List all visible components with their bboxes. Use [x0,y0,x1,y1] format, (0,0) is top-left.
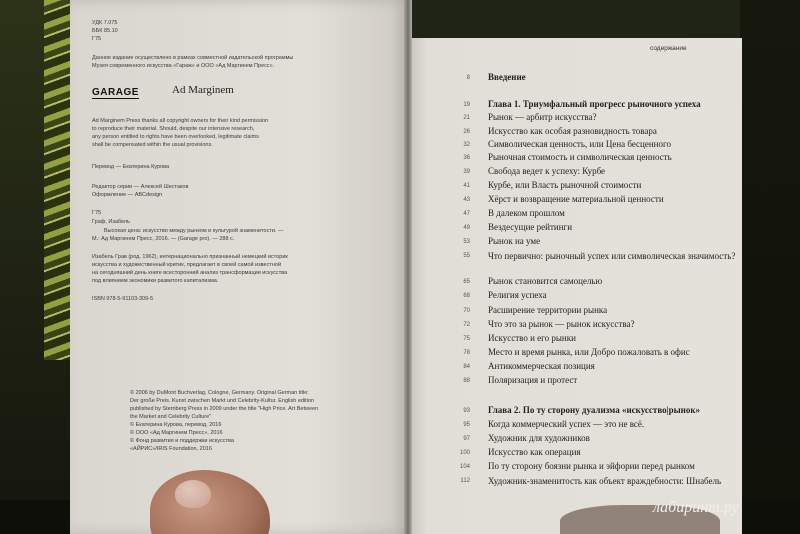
toc-row [440,126,740,140]
toc-row [440,72,740,86]
copyright-line-2: Der große Preis. Kunst zwischen Markt und Celebrity-Kultur. English edition [130,398,315,404]
toc-page-number: 65 [463,279,470,285]
toc-page-number: 47 [463,211,470,217]
project-note-line-1: Данное издание осуществлено в рамках совместной издательской программы [92,55,294,61]
toc-page-number: 75 [463,336,470,342]
toc-row [440,99,740,113]
toc-page-number: 97 [463,436,470,442]
toc-title: Глава 2. По ту сторону дуализма «искусство|рынок» [488,405,701,415]
toc-row [440,333,740,347]
toc-row [440,419,740,433]
toc-row [440,461,740,475]
toc-title: Искусство как операция [488,447,581,457]
toc-title: Вездесущие рейтинги [488,222,573,232]
toc-row [440,375,740,389]
thumb-nail [175,480,211,508]
toc-title: Религия успеха [488,290,547,300]
toc-row [440,475,740,489]
toc-page-number: 8 [466,75,470,81]
book-spine [404,0,412,534]
toc-page-number: 43 [463,197,470,203]
toc-title: Свобода ведет к успеху: Курбе [488,166,606,176]
rights-text-line-1: Ad Marginem Press thanks all copyright owners for their kind permission [92,118,269,124]
annotation-line-1: Изабель Грав (род. 1962), интернационально признанный немецкий историк [92,254,288,260]
copyright-line-6: © ООО «Ад Маргинем Пресс», 2016 [130,430,223,436]
copyright-line-1: © 2006 by DuMont Buchverlag, Cologne, Germany. Original German title: [130,390,309,396]
watermark: лабиринт.ру [653,499,739,516]
garage-logo: GARAGE [92,87,139,98]
toc-page-number: 88 [463,378,470,384]
toc-row [440,347,740,361]
copyright-line-5: © Екатерина Курова, перевод, 2016 [130,422,222,428]
toc-title: Хёрст и возвращение материальной ценности [488,194,664,204]
toc-row [440,447,740,461]
toc-page-number: 100 [459,450,470,456]
toc-page-number: 21 [463,115,470,121]
toc-page-number: 70 [463,308,470,314]
toc-page-number: 26 [463,129,470,135]
catalog-code-2: Г75 [92,210,102,216]
project-note-line-2: Музея современного искусства «Гараж» и ООО «Ад Маргинем Пресс». [92,63,275,69]
toc-page-number: 68 [463,293,470,299]
toc-page-number: 49 [463,225,470,231]
toc-title: Введение [488,72,526,82]
toc-row [440,208,740,222]
toc-title: Искусство как особая разновидность товара [488,126,657,136]
toc-row [440,361,740,375]
catalog-code: Г75 [92,36,102,42]
toc-title: Что это за рынок — рынок искусства? [488,319,635,329]
toc-row [440,433,740,447]
toc-page-number: 41 [463,183,470,189]
biblio-line-2: М.: Ад Маргинем Пресс, 2016. — (Garage pro). — 288 с. [92,236,235,242]
toc-page-number: 53 [463,239,470,245]
translator: Перевод — Екатерина Курова [92,164,170,170]
toc-title: Глава 1. Триумфальный прогресс рыночного успеха [488,99,701,109]
copyright-line-4: the Market and Celebrity Culture" [130,414,212,420]
bbk-code: ББК 85.10 [92,28,118,34]
toc-title: Курбе, или Власть рыночной стоимости [488,180,642,190]
toc-header: содержание [650,45,687,52]
copyright-line-3: published by Sternberg Press in 2009 under the title "High Price. Art Between [130,406,319,412]
udk-code: УДК 7.075 [92,20,118,26]
toc-page-number: 55 [463,253,470,259]
toc-row [440,250,740,264]
toc-title: Антикоммерческая позиция [488,361,595,371]
toc-title: Художник для художников [488,433,590,443]
toc-row [440,405,740,419]
toc-page-number: 112 [460,478,470,484]
toc-title: Поляризация и протест [488,375,578,385]
toc-title: Рынок на уме [488,236,541,246]
toc-title: Символическая ценность, или Цена бесценного [488,139,671,149]
toc-page-number: 104 [459,464,470,470]
toc-row [440,319,740,333]
toc-title: Место и время рынка, или Добро пожаловать в офис [488,347,690,357]
rights-text-line-3: any person entitled to rights have been overlooked, legitimate claims [92,134,259,140]
design-credit: Оформление — ABCdesign [92,192,163,198]
toc-row [440,166,740,180]
toc-title: Рынок становится самоцелью [488,276,603,286]
copyright-line-7: © Фонд развития и поддержки искусства [130,438,234,444]
toc-row [440,236,740,250]
toc-title: В далеком прошлом [488,208,565,218]
annotation-line-4: под влиянием экономики развитого капитализма. [92,278,219,284]
toc-page-number: 93 [463,408,470,414]
toc-title: Когда коммерческий успех — это не всё. [488,419,645,429]
toc-row [440,152,740,166]
rights-text-line-2: to reproduce their material. Should, despite our intensive research, [92,126,255,132]
author-name: Граф, Изабель [92,219,130,225]
copyright-line-8: «АЙРИС»/IRIS Foundation, 2016 [130,446,212,452]
toc-page-number: 19 [463,102,470,108]
annotation-line-3: на сегодняшний день книге всесторонний анализ трансформации искусства [92,270,288,276]
toc-title: Рынок — арбитр искусства? [488,112,597,122]
toc-row [440,180,740,194]
toc-title: Художник-знаменитость как объект враждебности: Шнабель [488,476,722,486]
toc-title: Расширение территории рынка [488,305,608,315]
toc-page-number: 78 [463,350,470,356]
ad-marginem-logo: Ad Marginem [172,84,234,96]
toc-title: Искусство и его рынки [488,333,576,343]
toc-page-number: 95 [463,422,470,428]
toc-page-number: 32 [463,142,470,148]
biblio-line-1: Высокая цена: искусство между рынком и культурой знаменитости. — [104,228,284,234]
series-editor: Редактор серии — Алексей Шестаков [92,184,189,190]
toc-row [440,139,740,153]
toc-row [440,290,740,304]
isbn: ISBN 978-5-91103-309-5 [92,296,154,302]
toc-title: По ту сторону боязни рынка и эйфории перед рынком [488,461,695,471]
toc-page-number: 72 [463,322,470,328]
rights-text-line-4: shall be compensated within the usual provisions. [92,142,213,148]
background-right [740,0,800,534]
toc-page-number: 36 [463,155,470,161]
toc-row [440,112,740,126]
toc-row [440,222,740,236]
toc-title: Что первично: рыночный успех или символическая значимость? [488,251,736,261]
toc-page-number: 84 [463,364,470,370]
toc-title: Рыночная стоимость и символическая ценность [488,152,672,162]
toc-row [440,276,740,290]
annotation-line-2: искусства и художественный критик, предлагает в своей самой известной [92,262,282,268]
toc-page-number: 39 [463,169,470,175]
toc-row [440,305,740,319]
toc-row [440,194,740,208]
